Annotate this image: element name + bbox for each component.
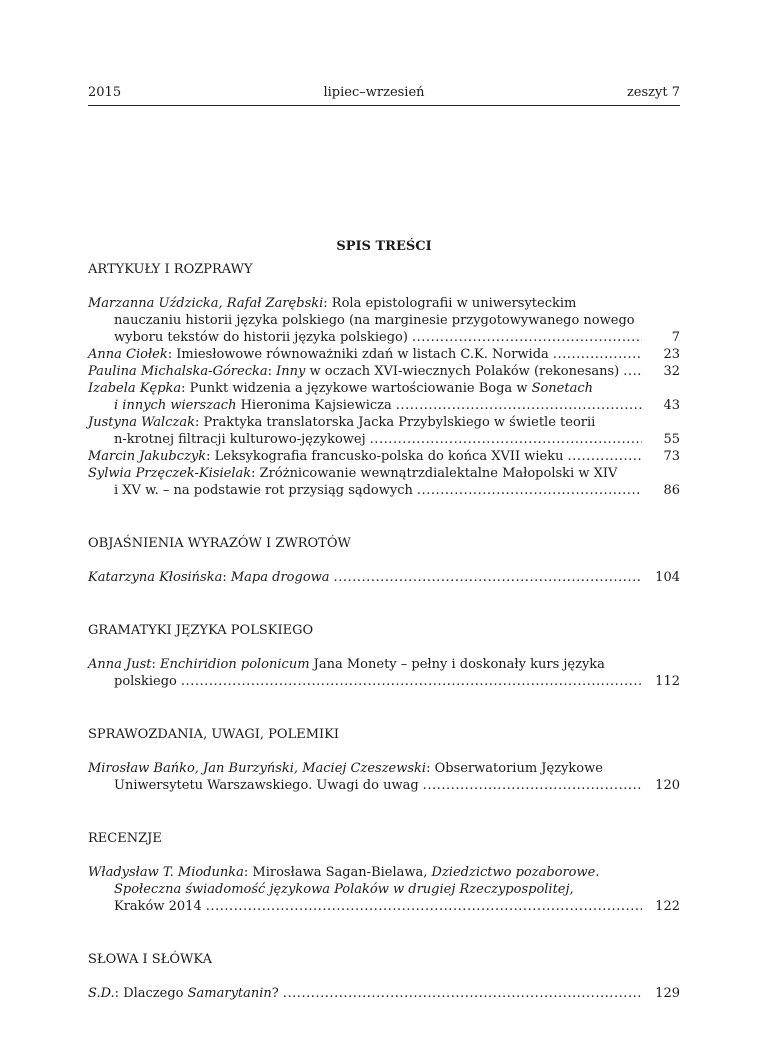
page-number: 129 [655, 986, 680, 1001]
toc-entry[interactable] [88, 346, 680, 363]
page-number: 86 [663, 483, 680, 498]
entry-title: Hieronima Kajsiewicza [236, 398, 392, 413]
header-year: 2015 [88, 85, 122, 100]
toc-entry[interactable] [88, 465, 680, 499]
entry-title: Uniwersytetu Warszawskiego. Uwagi do uwag [114, 778, 419, 793]
entry-title-cont [114, 898, 202, 915]
entry-title: Imiesłowowe równoważniki zdań w listach C.K. Norwida [176, 347, 549, 362]
entry-title-line [88, 363, 619, 380]
toc-section [88, 622, 680, 690]
entry-author: Anna Ciołek [88, 347, 168, 362]
toc-section [88, 535, 680, 586]
page-number: 32 [663, 364, 680, 379]
entry-title: wyboru tekstów do historii języka polskiego) [114, 330, 408, 345]
entry-title: Leksykografia francusko-polska do końca XVII wieku [214, 449, 564, 464]
page-number: 43 [663, 398, 680, 413]
toc-section [88, 830, 680, 915]
toc-entry[interactable] [88, 569, 680, 586]
entry-title: Zróżnicowanie wewnątrzdialektalne Małopolski w XIV [259, 466, 618, 481]
entry-title: ? [271, 986, 279, 1001]
entry-title-line [88, 346, 549, 363]
entry-title: Praktyka translatorska Jacka Przybylskiego w świetle teorii [203, 415, 596, 430]
dot-leader [623, 363, 642, 380]
page-number: 104 [655, 570, 680, 585]
page-number: 122 [655, 899, 680, 914]
toc-entry[interactable] [88, 448, 680, 465]
entry-title-line [88, 448, 564, 465]
entry-title-cont [114, 329, 408, 346]
entry-separator: : [243, 865, 253, 880]
entry-title: Rola epistolografii w uniwersyteckim [331, 296, 577, 311]
entry-title-line [88, 569, 330, 586]
entry-title-cont [114, 482, 413, 499]
page-number: 7 [671, 330, 680, 345]
page-title: SPIS TREŚCI [336, 239, 432, 254]
entry-title: n-krotnej filtracji kulturowo-językowej [114, 432, 366, 447]
toc-section [88, 951, 680, 1002]
section-heading: RECENZJE [88, 831, 162, 846]
entry-title-italic: Sonetach [531, 381, 594, 396]
entry-separator: : [167, 347, 177, 362]
entry-title-cont [114, 431, 366, 448]
toc-entry[interactable] [88, 363, 680, 380]
entry-author: Anna Just [88, 657, 152, 672]
entry-separator: : [206, 449, 215, 464]
dot-leader [568, 448, 643, 465]
dot-leader [412, 329, 642, 346]
entry-author: Marcin Jakubczyk [88, 449, 207, 464]
entry-author: Sylwia Przęczek-Kisielak [88, 466, 252, 481]
entry-separator: : [267, 364, 277, 379]
entry-title: polskiego [114, 674, 177, 689]
entry-title-italic: Samarytanin [187, 986, 272, 1001]
toc-entry[interactable] [88, 864, 680, 915]
entry-title-italic: Społeczna świadomość językowa Polaków w drugiej Rzeczypospolitej, [114, 882, 574, 897]
dot-leader [370, 431, 642, 448]
entry-author: S.D. [88, 986, 115, 1001]
running-header [88, 84, 680, 106]
header-period: lipiec–wrzesień [323, 85, 425, 100]
entry-separator: : [181, 381, 190, 396]
entry-separator: : [194, 415, 204, 430]
entry-title: Jana Monety – pełny i doskonały kurs języka [309, 657, 605, 672]
section-heading: GRAMATYKI JĘZYKA POLSKIEGO [88, 623, 314, 638]
entry-title: i XV w. – na podstawie rot przysiąg sądowych [114, 483, 413, 498]
toc-entry[interactable] [88, 760, 680, 794]
toc-entry[interactable] [88, 414, 680, 448]
entry-title-italic: Dziedzictwo pozaborowe. [431, 865, 600, 880]
entry-title: Mirosława Sagan-Bielawa, [252, 865, 432, 880]
dot-leader [417, 482, 642, 499]
entry-title: Obserwatorium Językowe [434, 761, 603, 776]
entry-separator: : [323, 296, 332, 311]
section-heading: SŁOWA I SŁÓWKA [88, 952, 212, 967]
entry-separator: : [114, 986, 124, 1001]
toc-entry[interactable] [88, 295, 680, 346]
entry-author: Katarzyna Kłosińska [88, 570, 223, 585]
page-number: 73 [663, 449, 680, 464]
page-number: 55 [663, 432, 680, 447]
entry-title-italic: i innych wierszach [114, 398, 237, 413]
entry-author: Justyna Walczak [88, 415, 195, 430]
toc-entry[interactable] [88, 380, 680, 414]
entry-title-cont: nauczaniu historii języka polskiego (na marginesie przygotowywanego nowego [114, 313, 635, 328]
entry-author: Paulina Michalska-Górecka [88, 364, 268, 379]
dot-leader [396, 397, 642, 414]
entry-title-italic: Inny [276, 364, 306, 379]
entry-separator: : [251, 466, 260, 481]
entry-author: Mirosław Bańko, Jan Burzyński, Maciej Czeszewski [88, 761, 427, 776]
entry-title-italic: Enchiridion polonicum [160, 657, 310, 672]
entry-author: Izabela Kępka [88, 381, 182, 396]
entry-author: Marzanna Uździcka, Rafał Zarębski [88, 296, 324, 311]
entry-title: Kraków 2014 [114, 899, 202, 914]
entry-separator: : [151, 657, 161, 672]
entry-separator: : [426, 761, 435, 776]
table-of-contents [88, 261, 680, 1038]
entry-title-italic: Mapa drogowa [230, 570, 330, 585]
entry-title: Dlaczego [123, 986, 188, 1001]
dot-leader [181, 673, 642, 690]
dot-leader [423, 777, 642, 794]
entry-title: Punkt widzenia a językowe wartościowanie Boga w [189, 381, 532, 396]
entry-title: w oczach XVI-wiecznych Polaków (rekonesans) [305, 364, 620, 379]
header-issue: zeszyt 7 [626, 85, 680, 100]
section-heading: SPRAWOZDANIA, UWAGI, POLEMIKI [88, 727, 339, 742]
entry-author: Władysław T. Miodunka [88, 865, 244, 880]
page-number: 112 [655, 674, 680, 689]
page-number: 23 [663, 347, 680, 362]
entry-separator: : [222, 570, 231, 585]
toc-section [88, 261, 680, 499]
page-number: 120 [655, 778, 680, 793]
section-heading: OBJAŚNIENIA WYRAZÓW I ZWROTÓW [88, 536, 351, 551]
dot-leader [553, 346, 642, 363]
toc-entry[interactable] [88, 656, 680, 690]
dot-leader [334, 569, 642, 586]
toc-section [88, 726, 680, 794]
section-heading: ARTYKUŁY I ROZPRAWY [88, 262, 253, 277]
entry-title-cont [114, 673, 177, 690]
entry-title-cont [114, 397, 392, 414]
entry-title-cont [114, 777, 419, 794]
dot-leader [206, 898, 642, 915]
